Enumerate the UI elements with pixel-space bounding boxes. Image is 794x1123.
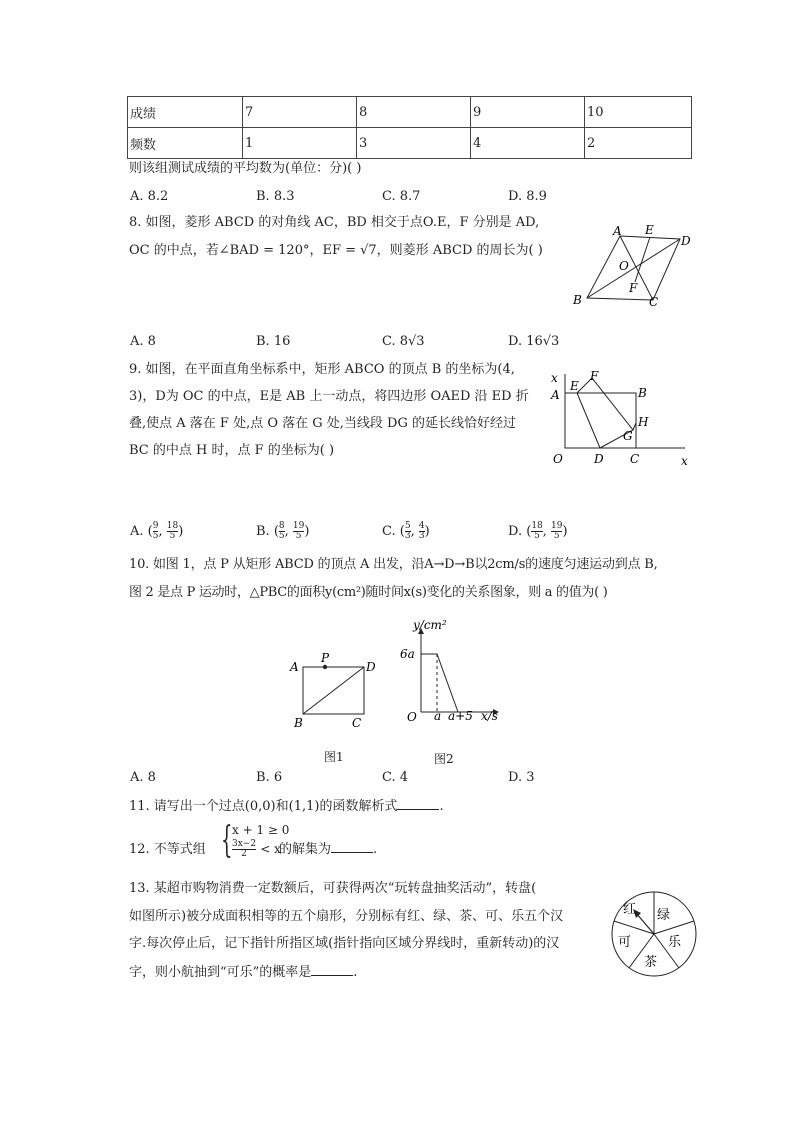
denominator: 5 (295, 531, 302, 541)
label-tea: 茶 (644, 955, 658, 970)
label-a: A (290, 660, 299, 674)
q9-option-b: B. ( $\frac{8}{5}$ , $\frac{19}{5}$ ) (256, 521, 310, 541)
label-p: P (321, 651, 330, 665)
q10-line-2: 图 2 是点 P 运动时，△PBC的面积y(cm²)随时间x(s)变化的关系图象，则 a 的值为( ) (129, 585, 608, 600)
numerator: 8 (278, 521, 285, 531)
answer-blank (311, 963, 353, 976)
table-cell: 9 (471, 97, 585, 128)
table-cell: 频数 (128, 128, 243, 159)
q10-option-a: A. 8 (130, 770, 156, 785)
q13-line-3: 字.每次停止后，记下指针所指区域(指针指向区域分界线时，重新转动)的汉 (129, 936, 560, 951)
label-x-axis: x (681, 454, 688, 468)
numerator: 18 (166, 521, 179, 531)
q13-line-4-text: 字，则小航抽到“可乐”的概率是 (129, 965, 312, 980)
fraction (419, 522, 425, 541)
label-6a: 6a (400, 647, 415, 661)
q12-suffix: 的解集为 (279, 842, 332, 857)
label-y-axis: x (551, 371, 558, 385)
fraction (405, 522, 411, 541)
denominator: 3 (404, 531, 411, 541)
table-row (128, 97, 692, 128)
q10-option-b: B. 6 (256, 770, 283, 785)
label-a: a (434, 709, 442, 723)
fraction (531, 522, 542, 541)
denominator: 5 (169, 531, 176, 541)
q13-end: . (353, 965, 358, 980)
q10-line-1: 10. 如图 1，点 P 从矩形 ABCD 的顶点 A 出发，沿A→D→B以2cm/s的速度匀速运动到点 B, (129, 557, 658, 572)
label-e: E (645, 223, 654, 237)
q8-option-a: A. 8 (130, 334, 156, 349)
table-cell: 2 (585, 128, 692, 159)
label-o: O (619, 259, 629, 273)
label-b: B (573, 293, 582, 307)
figure-1-caption: 图1 (324, 750, 344, 764)
label-e: E (570, 379, 579, 393)
rhombus-figure (565, 222, 700, 312)
q9-line-1: 9. 如图，在平面直角坐标系中，矩形 ABCO 的顶点 B 的坐标为(4, (129, 362, 515, 377)
denominator: 3 (418, 531, 425, 541)
numerator: 19 (551, 521, 563, 531)
option-label: A. (130, 524, 144, 539)
denominator: 5 (278, 531, 285, 541)
table-cell: 1 (243, 128, 357, 159)
option-label: D. (508, 524, 523, 539)
q9-option-c: C. ( $\frac{5}{3}$ , $\frac{4}{3}$ ) (382, 521, 430, 541)
q7-option-d: D. 8.9 (508, 189, 547, 204)
label-h: H (638, 415, 649, 429)
label-d: D (681, 234, 691, 248)
figure-2-graph (395, 612, 515, 727)
q9-line-3: 叠,使点 A 落在 F 处,点 O 落在 G 处,当线段 DG 的延长线恰好经过 (129, 416, 516, 431)
label-d: D (366, 660, 376, 674)
numerator: 18 (531, 521, 543, 531)
option-label: B. (256, 524, 270, 539)
q7-option-c: C. 8.7 (382, 189, 421, 204)
label-a-plus-5: a+5 (448, 709, 473, 723)
q13-line-4 (129, 963, 357, 982)
q9-option-a: A. ( $\frac{9}{5}$ , $\frac{18}{5}$ ) (130, 521, 184, 541)
label-green: 绿 (657, 908, 671, 923)
q7-option-a: A. 8.2 (130, 189, 169, 204)
q8-option-b: B. 16 (256, 334, 291, 349)
numerator: 3x−2 (232, 839, 257, 849)
label-ke: 可 (618, 935, 632, 950)
fraction (551, 522, 562, 541)
q8-option-c: C. 8√3 (382, 334, 425, 349)
label-g: G (623, 429, 633, 443)
numerator: 19 (292, 521, 305, 531)
q12-inequality-1: x + 1 ≥ 0 (232, 823, 290, 837)
denominator: 5 (553, 531, 560, 541)
label-o: O (553, 452, 563, 466)
q7-stem: 则该组测试成绩的平均数为(单位：分)( ) (129, 161, 362, 176)
q12-inequality-2-rest: < x (260, 842, 281, 856)
q12-inequality-2 (232, 840, 281, 859)
table-cell: 8 (357, 97, 471, 128)
answer-blank (331, 840, 373, 853)
denominator: 5 (534, 531, 540, 541)
numerator: 9 (152, 521, 159, 531)
fraction (279, 522, 285, 541)
coordinate-rectangle-figure (545, 368, 695, 468)
label-le: 乐 (668, 935, 682, 950)
q9-option-d: D. ( $\frac{18}{5}$ , $\frac{19}{5}$ ) (508, 521, 568, 541)
q11-end: . (439, 799, 444, 814)
option-label: C. (382, 524, 396, 539)
q8-line-2: OC 的中点，若∠BAD = 120°，EF = √7，则菱形 ABCD 的周长为( ) (129, 243, 543, 258)
numerator: 4 (418, 521, 425, 531)
denominator: 5 (152, 531, 159, 541)
table-cell: 3 (357, 128, 471, 159)
fraction (293, 522, 304, 541)
fraction (232, 840, 256, 859)
q12-suffix-wrap (279, 838, 377, 857)
label-c: C (630, 452, 640, 466)
q12-end: . (373, 842, 378, 857)
label-o: O (407, 710, 417, 724)
label-y-axis: y/cm² (413, 618, 447, 632)
figure-1-rectangle (285, 648, 385, 738)
label-f: F (590, 369, 599, 383)
table-cell: 10 (585, 97, 692, 128)
label-a: A (613, 224, 622, 238)
q11-line (129, 797, 444, 816)
label-c: C (352, 716, 362, 730)
table-cell: 成绩 (128, 97, 243, 128)
q12-prefix: 12. 不等式组 (129, 842, 206, 857)
denominator: 2 (241, 849, 247, 859)
label-x-axis: x/s (481, 709, 498, 723)
figure-2-caption: 图2 (434, 752, 454, 766)
q11-text: 11. 请写出一个过点(0,0)和(1,1)的函数解析式 (129, 799, 398, 814)
q9-line-2: 3)，D为 OC 的中点，E是 AB 上一动点，将四边形 OAED 沿 ED 折 (129, 389, 529, 404)
q13-line-2: 如图所示)被分成面积相等的五个扇形，分别标有红、绿、茶、可、乐五个汉 (129, 909, 564, 924)
score-frequency-table (127, 96, 692, 159)
label-red: 红 (623, 902, 637, 917)
table-cell: 4 (471, 128, 585, 159)
label-f: F (629, 281, 638, 295)
q7-option-b: B. 8.3 (256, 189, 295, 204)
label-d: D (594, 452, 604, 466)
brace-icon: { (221, 820, 233, 861)
q10-option-d: D. 3 (508, 770, 535, 785)
answer-blank (397, 797, 439, 810)
table-cell: 7 (243, 97, 357, 128)
q10-option-c: C. 4 (382, 770, 409, 785)
q9-line-4: BC 的中点 H 时，点 F 的坐标为( ) (129, 443, 335, 458)
label-b: B (294, 716, 303, 730)
numerator: 5 (404, 521, 411, 531)
fraction (167, 522, 178, 541)
q8-line-1: 8. 如图，菱形 ABCD 的对角线 AC，BD 相交于点O.E，F 分别是 AD, (129, 215, 540, 230)
table-row (128, 128, 692, 159)
label-b: B (638, 386, 647, 400)
fraction (153, 522, 159, 541)
label-a: A (551, 388, 560, 402)
label-c: C (649, 295, 659, 309)
spinner-wheel-figure (606, 886, 702, 982)
q13-line-1: 13. 某超市购物消费一定数额后，可获得两次“玩转盘抽奖活动”，转盘( (129, 881, 537, 896)
q8-option-d: D. 16√3 (508, 334, 560, 349)
